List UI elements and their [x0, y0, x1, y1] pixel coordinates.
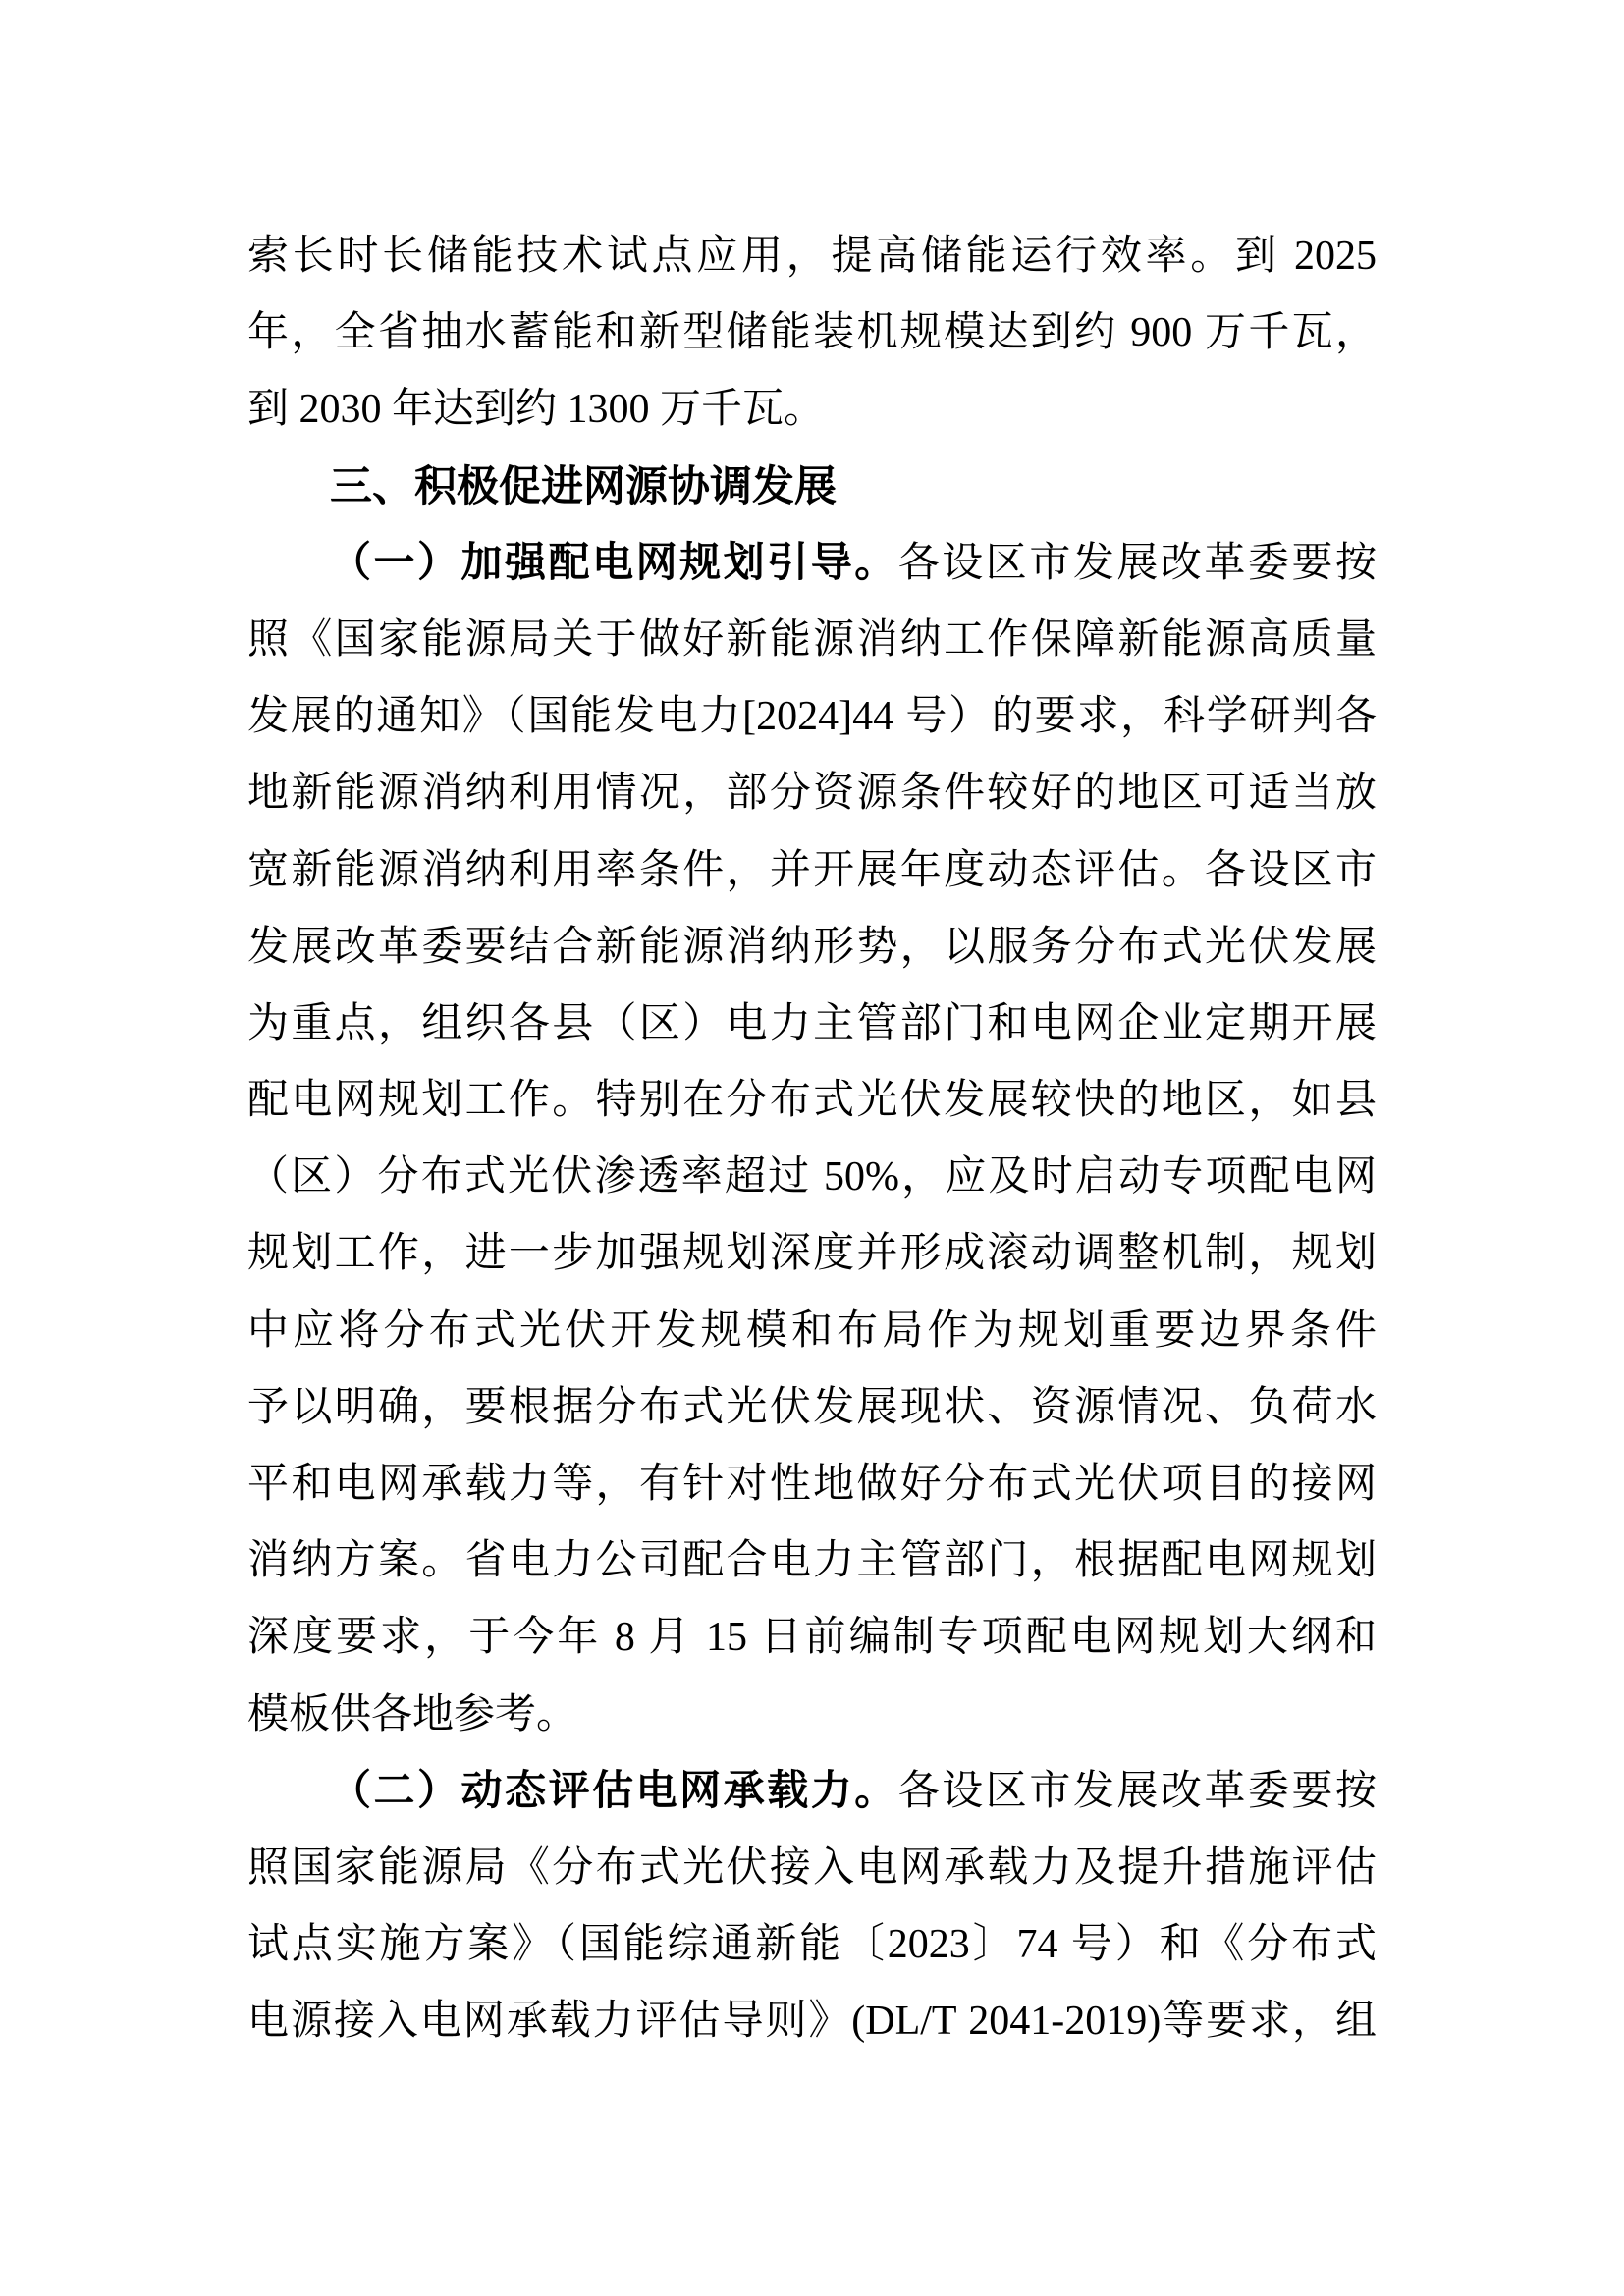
- paragraph-text: 各设区市发展改革委要按: [897, 540, 1377, 586]
- text-line: 索长时长储能技术试点应用，提高储能运行效率。到 2025: [247, 234, 1377, 279]
- text-line: 消纳方案。省电力公司配合电力主管部门，根据配电网规划: [247, 1538, 1377, 1584]
- text-line: 试点实施方案》（国能综通新能〔2023〕74 号）和《分布式: [247, 1922, 1377, 1968]
- text-line: 予以明确，要根据分布式光伏发展现状、资源情况、负荷水: [247, 1384, 1377, 1430]
- text-line: 发展改革委要结合新能源消纳形势，以服务分布式光伏发展: [247, 924, 1377, 970]
- paragraph-lead: （二）动态评估电网承载力。: [330, 1768, 898, 1814]
- text-line: 规划工作，进一步加强规划深度并形成滚动调整机制，规划: [247, 1231, 1377, 1277]
- paragraph-lead: （一）加强配电网规划引导。: [330, 540, 898, 586]
- text-block: [247, 218, 1377, 2060]
- text-line: 照国家能源局《分布式光伏接入电网承载力及提升措施评估: [247, 1844, 1377, 1891]
- paragraph-first-line: [247, 1753, 1377, 1830]
- text-line: 模板供各地参考。: [247, 1691, 578, 1737]
- text-line: 照《国家能源局关于做好新能源消纳工作保障新能源高质量: [247, 616, 1377, 663]
- section-heading: 三、积极促进网源协调发展: [330, 462, 837, 510]
- text-line: 地新能源消纳利用情况，部分资源条件较好的地区可适当放: [247, 771, 1377, 817]
- text-line: 平和电网承载力等，有针对性地做好分布式光伏项目的接网: [247, 1462, 1377, 1507]
- text-line: 电源接入电网承载力评估导则》(DL/T 2041-2019)等要求，组: [247, 1999, 1377, 2045]
- text-line: 年，全省抽水蓄能和新型储能装机规模达到约 900 万千瓦，: [247, 310, 1377, 356]
- paragraph-text: 各设区市发展改革委要按: [897, 1768, 1377, 1814]
- paragraph-first-line: [247, 525, 1377, 602]
- text-line: 发展的通知》（国能发电力[2024]44 号）的要求，科学研判各: [247, 694, 1377, 740]
- text-line: 配电网规划工作。特别在分布式光伏发展较快的地区，如县: [247, 1078, 1377, 1124]
- text-line: （区）分布式光伏渗透率超过 50%，应及时启动专项配电网: [247, 1154, 1377, 1201]
- text-line: 为重点，组织各县（区）电力主管部门和电网企业定期开展: [247, 1000, 1377, 1046]
- text-line: 深度要求，于今年 8 月 15 日前编制专项配电网规划大纲和: [247, 1615, 1377, 1661]
- text-line: 中应将分布式光伏开发规模和布局作为规划重要边界条件: [247, 1308, 1377, 1354]
- text-line: 到 2030 年达到约 1300 万千瓦。: [247, 387, 826, 433]
- text-line: 宽新能源消纳利用率条件，并开展年度动态评估。各设区市: [247, 847, 1377, 893]
